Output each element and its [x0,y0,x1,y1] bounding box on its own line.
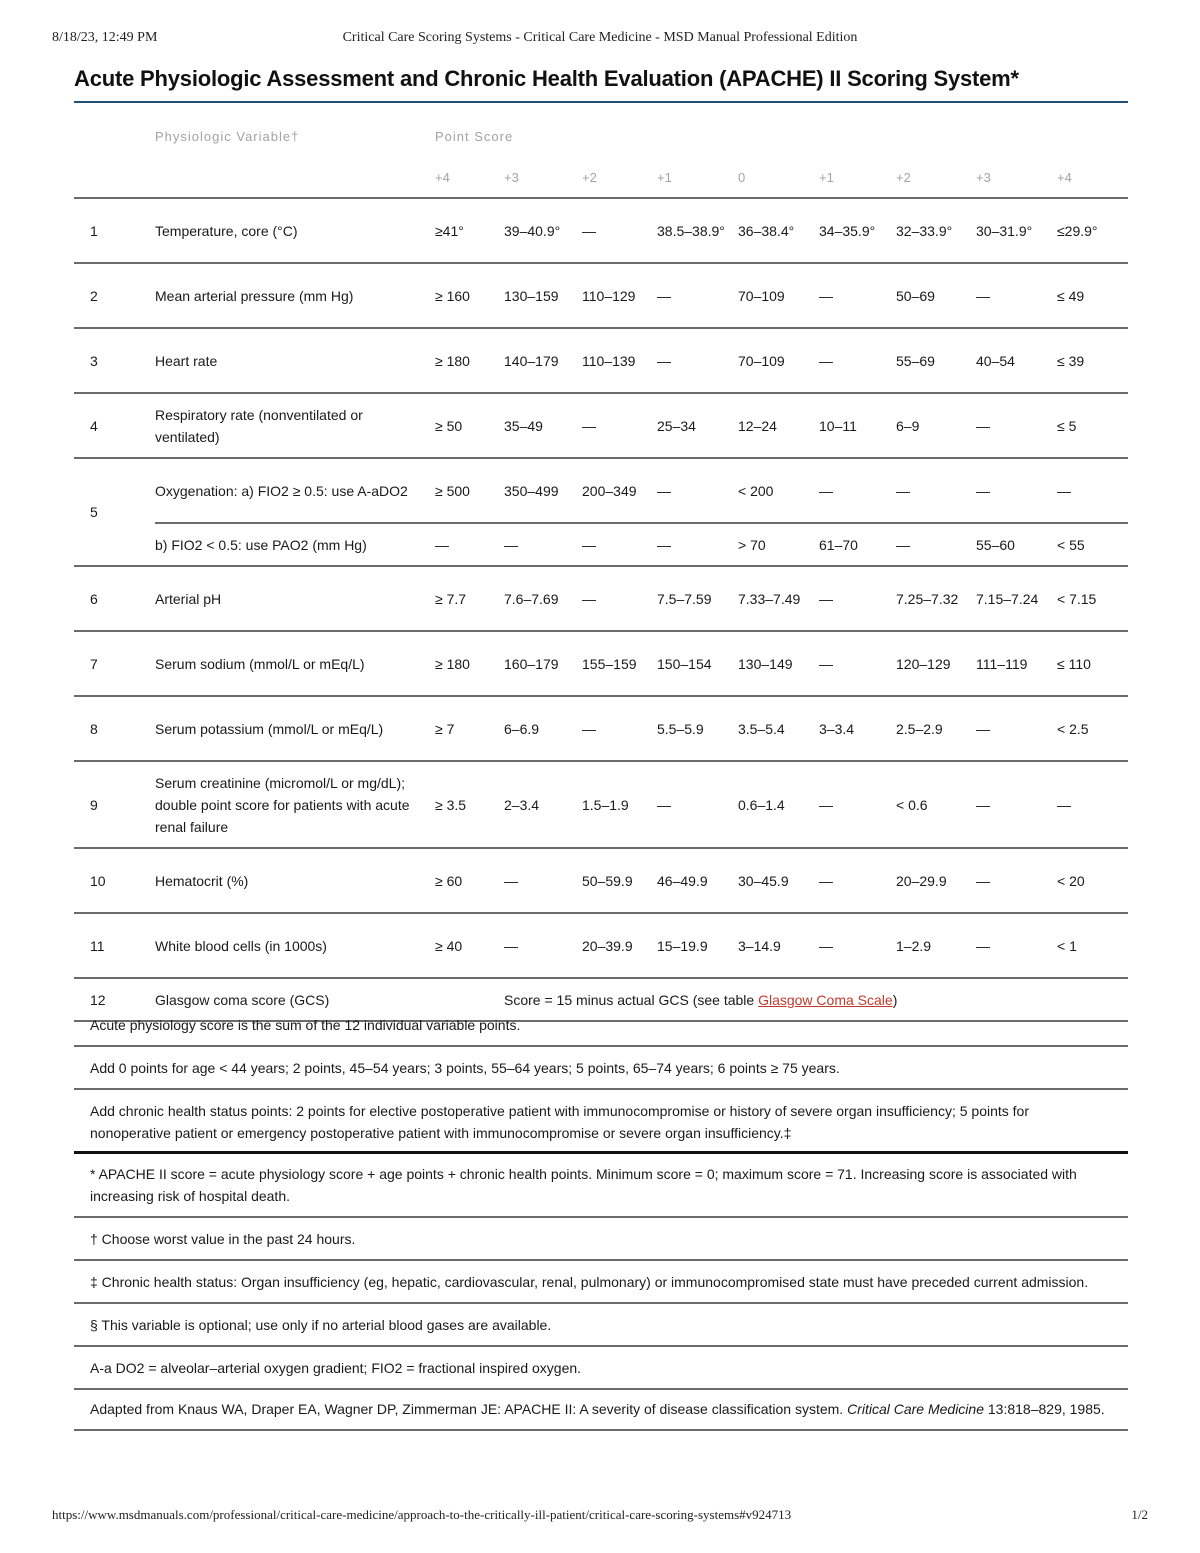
row-number: 11 [74,913,155,978]
score-cell: — [896,523,976,566]
row-number: 12 [74,978,155,1021]
score-cell: < 0.6 [896,761,976,848]
score-cell: — [504,523,582,566]
footnote-section: § This variable is optional; use only if no arterial blood gases are available. [74,1304,1128,1347]
table-row [74,328,1128,393]
score-cell: — [1057,458,1128,523]
variable-name: Arterial pH [155,566,435,631]
point-col-header: 0 [738,159,819,198]
score-cell: 70–109 [738,263,819,328]
score-cell: ≥ 40 [435,913,504,978]
table-row [74,566,1128,631]
score-cell: 130–149 [738,631,819,696]
score-cell: ≥ 50 [435,393,504,458]
score-cell: — [896,458,976,523]
score-cell: ≤ 49 [1057,263,1128,328]
score-cell: 20–39.9 [582,913,657,978]
source-journal: Critical Care Medicine [847,1401,984,1417]
row-number: 9 [74,761,155,848]
score-cell: 6–6.9 [504,696,582,761]
score-cell: 3.5–5.4 [738,696,819,761]
variable-name: Mean arterial pressure (mm Hg) [155,263,435,328]
variable-name: Hematocrit (%) [155,848,435,913]
score-cell: — [504,848,582,913]
point-col-header: +3 [976,159,1057,198]
variable-name: Serum potassium (mmol/L or mEq/L) [155,696,435,761]
point-columns-row [74,159,1128,198]
score-cell: 0.6–1.4 [738,761,819,848]
score-cell: 7.25–7.32 [896,566,976,631]
age-points-note: Add 0 points for age < 44 years; 2 points, 45–54 years; 3 points, 55–64 years; 5 points, 65–74 years; 6 points ≥ 75 years. [74,1047,1128,1090]
gcs-text: Score = 15 minus actual GCS (see table [504,991,759,1008]
table-row [74,848,1128,913]
score-cell: 111–119 [976,631,1057,696]
score-cell: — [976,913,1057,978]
score-cell: 25–34 [657,393,738,458]
score-cell: 350–499 [504,458,582,523]
page-url: https://www.msdmanuals.com/professional/critical-care-medicine/approach-to-the-critically-ill-patient/critical-care-scoring-systems#v924713 [52,1507,792,1522]
score-cell: ≥ 7.7 [435,566,504,631]
score-cell: — [976,696,1057,761]
score-cell: — [657,328,738,393]
score-cell: 38.5–38.9° [657,198,738,263]
row-number: 5 [74,458,155,566]
score-cell: — [819,848,896,913]
gcs-text-end: ) [892,991,898,1008]
score-cell: 120–129 [896,631,976,696]
table-row [74,761,1128,848]
score-cell: ≤ 39 [1057,328,1128,393]
score-cell: ≥ 500 [435,458,504,523]
score-cell: ≥ 3.5 [435,761,504,848]
score-cell: 46–49.9 [657,848,738,913]
score-cell: — [819,631,896,696]
score-cell: 55–69 [896,328,976,393]
score-cell: — [976,848,1057,913]
score-cell: 12–24 [738,393,819,458]
print-footer [52,1507,1148,1527]
score-cell: 2–3.4 [504,761,582,848]
score-cell: 140–179 [504,328,582,393]
score-cell: 1.5–1.9 [582,761,657,848]
variable-name: Heart rate [155,328,435,393]
score-cell: < 55 [1057,523,1128,566]
header-point-score: Point Score [435,128,514,144]
score-cell: ≥ 180 [435,328,504,393]
row-number: 1 [74,198,155,263]
score-cell: 7.33–7.49 [738,566,819,631]
score-cell: 3–14.9 [738,913,819,978]
score-cell: 130–159 [504,263,582,328]
score-cell: — [976,761,1057,848]
variable-name: White blood cells (in 1000s) [155,913,435,978]
variable-name: Oxygenation: a) FIO2 ≥ 0.5: use A-aDO2 [155,458,435,523]
score-cell: 40–54 [976,328,1057,393]
score-cell: < 20 [1057,848,1128,913]
score-cell: 15–19.9 [657,913,738,978]
score-cell: 30–45.9 [738,848,819,913]
score-cell: 50–59.9 [582,848,657,913]
score-cell: — [819,761,896,848]
score-cell: — [582,523,657,566]
score-cell: 3–3.4 [819,696,896,761]
score-cell: — [435,523,504,566]
row-number: 6 [74,566,155,631]
score-cell: — [504,913,582,978]
score-cell: 200–349 [582,458,657,523]
table-row [74,696,1128,761]
variable-name: Serum creatinine (micromol/L or mg/dL); double point score for patients with acute renal failure [155,761,435,848]
score-cell: ≥ 60 [435,848,504,913]
score-cell: 150–154 [657,631,738,696]
score-cell: — [819,458,896,523]
score-cell: — [819,566,896,631]
footnote-dagger: † Choose worst value in the past 24 hours. [74,1218,1128,1261]
score-cell: 39–40.9° [504,198,582,263]
table-row [74,631,1128,696]
score-cell: 5.5–5.9 [657,696,738,761]
footnote-star: * APACHE II score = acute physiology score + age points + chronic health points. Minimum score = 0; maximum score = 71. Increasing score is associated with increasing risk of hospital death. [74,1154,1128,1218]
score-cell: 32–33.9° [896,198,976,263]
score-cell: ≥ 160 [435,263,504,328]
score-cell: — [582,566,657,631]
header-variable: Physiologic Variable† [155,128,300,144]
print-doc-title: Critical Care Scoring Systems - Critical Care Medicine - MSD Manual Professional Edition [342,30,858,45]
point-col-header: +3 [504,159,582,198]
variable-name: Serum sodium (mmol/L or mEq/L) [155,631,435,696]
score-cell: 20–29.9 [896,848,976,913]
page-number: 1/2 [1131,1507,1148,1522]
score-cell: — [819,328,896,393]
score-cell: 155–159 [582,631,657,696]
table-row [74,523,1128,566]
glasgow-coma-scale-link[interactable]: Glasgow Coma Scale [758,991,893,1008]
abbreviations-note: A-a DO2 = alveolar–arterial oxygen gradient; FIO2 = fractional inspired oxygen. [74,1347,1128,1390]
header-row [74,114,1128,159]
score-cell: ≥ 180 [435,631,504,696]
score-cell: — [976,263,1057,328]
score-cell: — [582,393,657,458]
table-row [74,913,1128,978]
score-cell: ≥41° [435,198,504,263]
score-cell: 10–11 [819,393,896,458]
score-cell: 2.5–2.9 [896,696,976,761]
print-header [52,30,1148,50]
row-number: 3 [74,328,155,393]
score-cell: — [1057,761,1128,848]
score-cell: — [657,458,738,523]
point-col-header: +4 [1057,159,1128,198]
score-cell: 30–31.9° [976,198,1057,263]
score-cell: — [819,913,896,978]
variable-name: Temperature, core (°C) [155,198,435,263]
score-cell: ≤29.9° [1057,198,1128,263]
notes-section [74,1005,1128,1431]
score-cell: 34–35.9° [819,198,896,263]
point-col-header: +1 [657,159,738,198]
source-citation [74,1390,1128,1431]
score-cell: 6–9 [896,393,976,458]
point-col-header: +1 [819,159,896,198]
row-number: 10 [74,848,155,913]
variable-name: Respiratory rate (nonventilated or ventilated) [155,393,435,458]
page-title: Acute Physiologic Assessment and Chronic Health Evaluation (APACHE) II Scoring System* [74,66,1128,103]
chronic-points-note: Add chronic health status points: 2 points for elective postoperative patient with immunocompromise or history of severe organ insufficiency; 5 points for nonoperative patient or emergency postoperative patient with immunocompromise or severe organ insufficiency.‡ [74,1090,1128,1154]
point-col-header: +2 [582,159,657,198]
table-row [74,198,1128,263]
score-cell: 35–49 [504,393,582,458]
score-cell: 7.6–7.69 [504,566,582,631]
row-number: 4 [74,393,155,458]
apache-table [74,114,1128,1022]
score-cell: 1–2.9 [896,913,976,978]
score-cell: ≤ 5 [1057,393,1128,458]
table-row [74,458,1128,523]
score-cell: 61–70 [819,523,896,566]
score-cell: — [657,263,738,328]
point-col-header: +2 [896,159,976,198]
score-cell: 110–139 [582,328,657,393]
score-cell: < 200 [738,458,819,523]
footnote-double-dagger: ‡ Chronic health status: Organ insufficiency (eg, hepatic, cardiovascular, renal, pulmonary) or immunocompromised state must have preceded current admission. [74,1261,1128,1304]
score-cell: < 1 [1057,913,1128,978]
point-col-header: +4 [435,159,504,198]
score-cell: 70–109 [738,328,819,393]
score-cell: — [657,761,738,848]
source-end: 13:818–829, 1985. [984,1401,1105,1417]
score-cell: 110–129 [582,263,657,328]
score-cell: 160–179 [504,631,582,696]
score-cell: — [976,393,1057,458]
score-cell: ≤ 110 [1057,631,1128,696]
score-cell: 7.5–7.59 [657,566,738,631]
row-number: 7 [74,631,155,696]
score-cell: 7.15–7.24 [976,566,1057,631]
score-cell: — [582,198,657,263]
table-row [74,263,1128,328]
score-cell: — [657,523,738,566]
row-number: 2 [74,263,155,328]
score-cell: 55–60 [976,523,1057,566]
variable-name: b) FIO2 < 0.5: use PAO2 (mm Hg) [155,523,435,566]
score-cell: 36–38.4° [738,198,819,263]
table-row [74,393,1128,458]
score-cell: 50–69 [896,263,976,328]
print-date: 8/18/23, 12:49 PM [52,30,158,45]
score-cell: < 2.5 [1057,696,1128,761]
score-cell: < 7.15 [1057,566,1128,631]
source-text: Adapted from Knaus WA, Draper EA, Wagner DP, Zimmerman JE: APACHE II: A severity of disease classification system. [90,1401,848,1417]
row-number: 8 [74,696,155,761]
score-cell: > 70 [738,523,819,566]
score-cell: — [976,458,1057,523]
score-cell: — [819,263,896,328]
score-cell: — [582,696,657,761]
acute-sum-note: Acute physiology score is the sum of the 12 individual variable points. [74,1005,1128,1047]
variable-name: Glasgow coma score (GCS) [155,978,435,1021]
score-cell: ≥ 7 [435,696,504,761]
